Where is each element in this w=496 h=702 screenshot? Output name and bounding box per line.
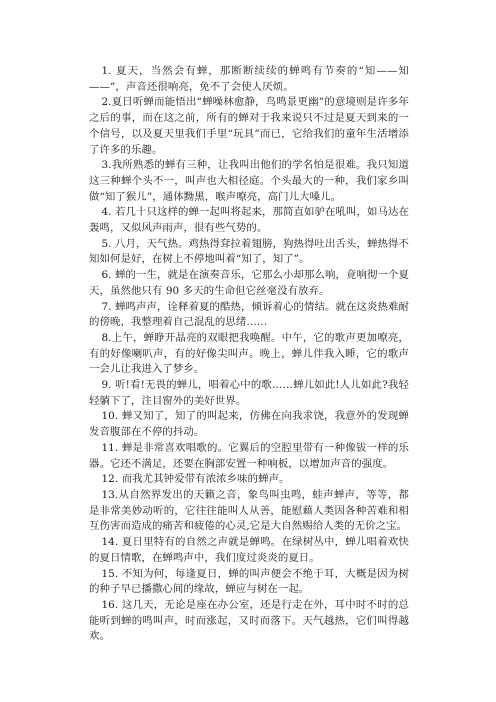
paragraph-16: 16. 这几天，无论是座在办公室，还是行走在外，耳中时不时的总能听到蝉的鸣叫声，时而涨起，又时而落下。天气越热，它们叫得越欢。 [89,598,409,643]
paragraph-14: 14. 夏日里特有的自然之声就是蝉鸣。在绿树丛中，蝉儿唱着欢快的夏日情歌，在蝉鸣声中，我们度过炎炎的夏日。 [89,536,409,564]
paragraph-5: 5. 八月，天气热。鸡热得耷拉着翅膀，狗热得吐出舌头，蝉热得不知如何是好，在树上不停地叫着“知了，知了”。 [89,237,409,266]
paragraph-8: 8.上午，蝉睁开晶亮的双眼把我唤醒。中午，它的歌声更加嘹亮，有的好像喇叭声，有的好像尖叫声。晚上，蝉儿伴我入睡，它的歌声一会儿让我进入了梦乡。 [89,331,409,376]
paragraph-4: 4. 若几十只这样的蝉一起叫将起来，那简直如驴在吼叫，如马达在轰鸣，又似风声雨声，很有些气势的。 [89,206,409,235]
paragraph-6: 6. 蝉的一生，就是在演奏音乐，它那么小却那么响，竟响彻一个夏天，虽然他只有 90 多天的生命但它丝毫没有放弃。 [89,269,409,297]
document-page [89,64,409,645]
paragraph-10: 10. 蝉又知了，知了的叫起来，仿佛在向我求饶，我意外的发现蝉发音腹部在不停的抖动。 [89,410,409,439]
paragraph-7: 7. 蝉鸣声声，诠释着夏的酷热，倾诉着心的情结。就在这炎热难耐的傍晚，我整理着自己混乱的思绪…… [89,300,409,329]
paragraph-1: 1. 夏天，当然会有蝉，那断断续续的蝉鸣有节奏的“知——知——”，声音还很响亮，免不了会使人厌烦。 [89,65,409,93]
paragraph-12: 12. 而我尤其钟爱带有浓浓乡味的蝉声。 [101,473,290,486]
paragraph-2: 2.夏日听蝉而能悟出“蝉噪林愈静，鸟鸣景更幽”的意境则是许多年之后的事，而在这之前，所有的蝉对于我来说只不过是夏天到来的一个信号，以及夏天里我们手里“玩具”而已，它给我们的童年生活增添了许多的乐趣。 [89,96,409,156]
paragraph-9: 9. 听!看!无畏的蝉儿，唱着心中的歌……蝉儿如此!人儿如此?我轻轻躺下了，注目窗外的美好世界。 [89,379,409,407]
paragraph-15: 15. 不知为何，每逢夏日，蝉的叫声便会不绝于耳，大概是因为树的种子早已播撒心间的缘故，蝉应与树在一起。 [89,567,409,596]
paragraph-11: 11. 蝉是非常喜欢唱歌的。它翼后的空腔里带有一种像钹一样的乐器。它还不满足，还要在胸部安置一种响板，以增加声音的强度。 [89,441,409,470]
paragraph-13: 13.从自然界发出的天籁之音，象鸟叫虫鸣，蛙声蝉声，等等，都是非常美妙动听的，它往往能叫人从善，能慰藉人类因各种苦难和相互伤害而造成的痛苦和疲倦的心灵,它是大自然赐给人类的无价之宝。 [89,488,409,533]
paragraph-3: 3.我所熟悉的蝉有三种，让我叫出他们的学名怕是很难。我只知道这三种蝉个头不一，叫声也大相径庭。个头最大的一种，我们家乡叫做“知了猴儿”，通体黝黑，喉声嘹亮，高门儿大嗓儿。 [89,159,409,203]
